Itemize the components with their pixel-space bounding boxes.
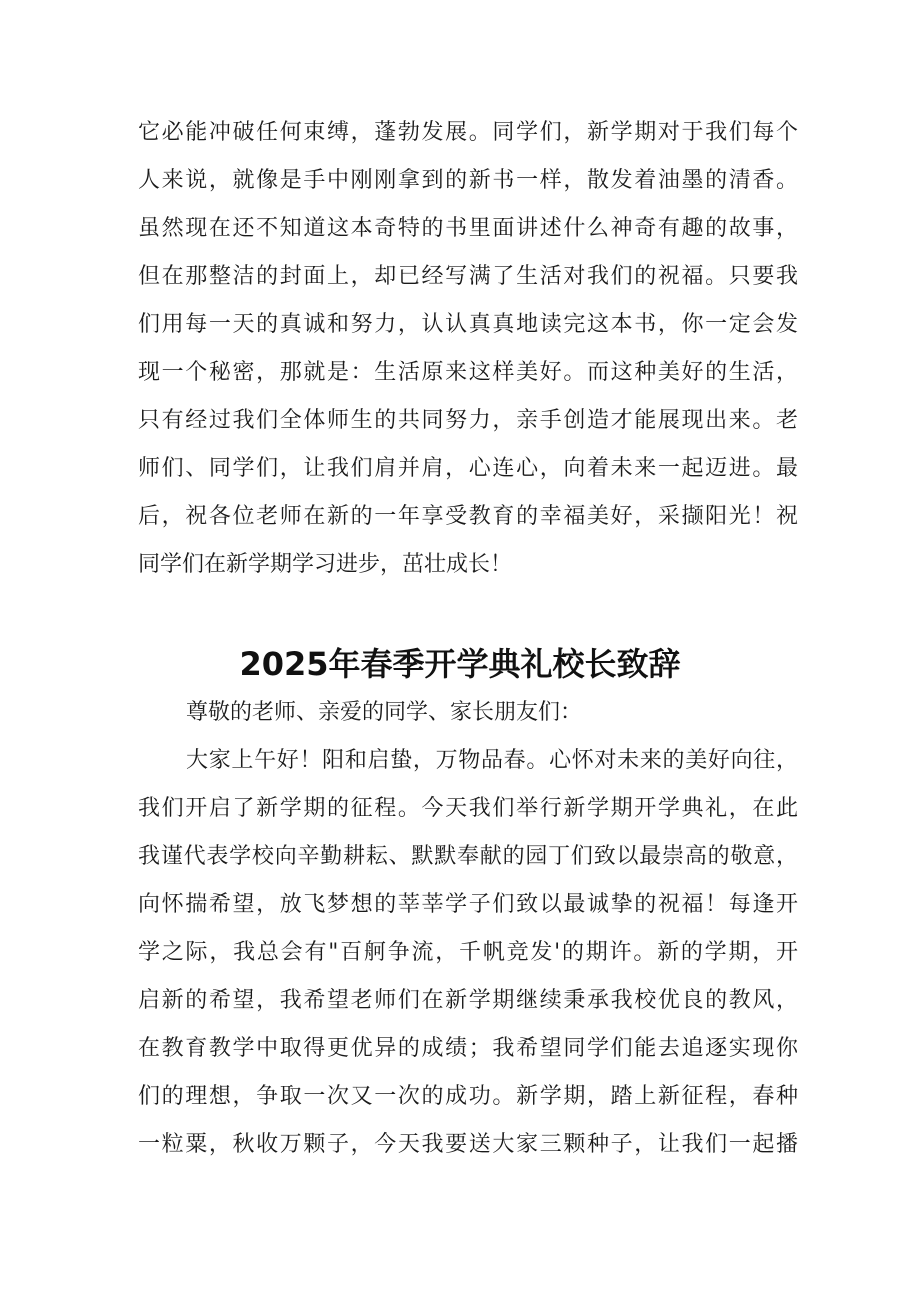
text-line: 同学们在新学期学习进步，茁壮成长！ [138,552,513,577]
document-title: 2025年春季开学典礼校长致辞 [239,645,681,683]
text-line: 师们、同学们，让我们肩并肩，心连心，向着未来一起迈进。最 [138,456,798,481]
continuation-paragraph [138,109,798,589]
text-line: 只有经过我们全体师生的共同努力，亲手创造才能展现出来。老 [138,408,798,433]
text-line: 们用每一天的真诚和努力，认认真真地读完这本书，你一定会发 [138,312,798,337]
text-line: 现一个秘密，那就是：生活原来这样美好。而这种美好的生活， [138,360,798,385]
text-line: 但在那整洁的封面上，却已经写满了生活对我们的祝福。只要我 [138,264,798,289]
text-line: 我谨代表学校向辛勤耕耘、默默奉献的园丁们致以最崇高的敬意， [138,844,798,869]
text-line: 在教育教学中取得更优异的成绩；我希望同学们能去追逐实现你 [138,1036,798,1061]
text-line: 大家上午好！阳和启蛰，万物品春。心怀对未来的美好向往， [186,748,798,773]
text-line: 虽然现在还不知道这本奇特的书里面讲述什么神奇有趣的故事， [138,216,798,241]
text-line: 一粒粟，秋收万颗子，今天我要送大家三颗种子，让我们一起播 [138,1132,798,1157]
speech-body [138,689,798,1169]
text-line: 们的理想，争取一次又一次的成功。新学期，踏上新征程，春种 [138,1084,798,1109]
text-line: 它必能冲破任何束缚，蓬勃发展。同学们，新学期对于我们每个 [138,120,798,145]
text-line: 我们开启了新学期的征程。今天我们举行新学期开学典礼，在此 [138,796,798,821]
text-line: 后，祝各位老师在新的一年享受教育的幸福美好，采撷阳光！祝 [138,504,798,529]
text-line: 学之际，我总会有"百舸争流，千帆竞发'的期许。新的学期，开 [138,940,798,965]
text-line: 人来说，就像是手中刚刚拿到的新书一样，散发着油墨的清香。 [138,168,798,193]
text-line: 向怀揣希望，放飞梦想的莘莘学子们致以最诚挚的祝福！每逢开 [138,892,798,917]
text-line: 启新的希望，我希望老师们在新学期继续秉承我校优良的教风， [138,988,798,1013]
salutation: 尊敬的老师、亲爱的同学、家长朋友们： [186,700,583,725]
